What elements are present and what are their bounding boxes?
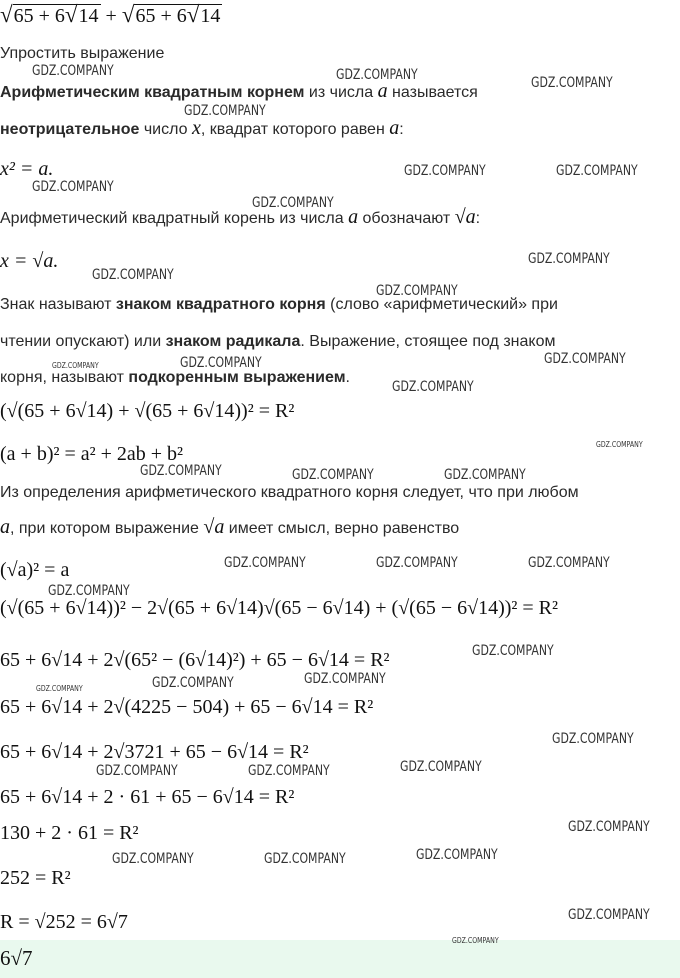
watermark: GDZ.COMPANY [556, 163, 638, 179]
watermark: GDZ.COMPANY [184, 103, 266, 119]
watermark: GDZ.COMPANY [596, 440, 643, 449]
watermark: GDZ.COMPANY [264, 851, 346, 867]
watermark: GDZ.COMPANY [248, 763, 330, 779]
watermark: GDZ.COMPANY [552, 731, 634, 747]
watermark: GDZ.COMPANY [404, 163, 486, 179]
watermark: GDZ.COMPANY [152, 675, 234, 691]
step-compute-3: 65 + 6√14 + 2 · 61 + 65 − 6√14 = R² [0, 786, 295, 808]
watermark: GDZ.COMPANY [400, 759, 482, 775]
watermark: GDZ.COMPANY [252, 195, 334, 211]
definition-line-2: неотрицательное число x, квадрат которого равен a: [0, 117, 404, 139]
watermark: GDZ.COMPANY [96, 763, 178, 779]
watermark: GDZ.COMPANY [444, 467, 526, 483]
watermark: GDZ.COMPANY [48, 583, 130, 599]
paragraph-sqrt-property: Из определения арифметического квадратного корня следует, что при любом [0, 484, 579, 501]
watermark: GDZ.COMPANY [140, 463, 222, 479]
watermark: GDZ.COMPANY [32, 179, 114, 195]
watermark: GDZ.COMPANY [416, 847, 498, 863]
watermark: GDZ.COMPANY [568, 907, 650, 923]
paragraph-sqrt-property-2: a, при котором выражение √a имеет смысл, верно равенство [0, 516, 460, 538]
watermark: GDZ.COMPANY [544, 351, 626, 367]
watermark: GDZ.COMPANY [52, 361, 99, 370]
watermark: GDZ.COMPANY [112, 851, 194, 867]
watermark: GDZ.COMPANY [568, 819, 650, 835]
definition-line-6: корня, называют подкоренным выражением. [0, 369, 350, 386]
definition-line-5: чтении опускают) или знаком радикала. Выражение, стоящее под знаком [0, 333, 556, 350]
watermark: GDZ.COMPANY [292, 467, 374, 483]
title-expression: √65 + 6√14 + √65 + 6√14 [0, 2, 221, 27]
step-compute-1: 65 + 6√14 + 2√(4225 − 504) + 65 − 6√14 = R² [0, 696, 374, 718]
equation-x-sqrt: x = √a. [0, 250, 59, 272]
watermark: GDZ.COMPANY [528, 555, 610, 571]
watermark: GDZ.COMPANY [376, 555, 458, 571]
watermark: GDZ.COMPANY [392, 379, 474, 395]
definition-line-1: Арифметическим квадратным корнем из числа a называется [0, 80, 478, 102]
watermark: GDZ.COMPANY [336, 67, 418, 83]
step-expanded: (√(65 + 6√14))² − 2√(65 + 6√14)√(65 − 6√14) + (√(65 − 6√14))² = R² [0, 597, 559, 619]
step-r-squared: 252 = R² [0, 867, 71, 889]
task-text: Упростить выражение [0, 45, 165, 62]
watermark: GDZ.COMPANY [36, 684, 83, 693]
definition-line-3: Арифметический квадратный корень из числа a обозначают √a: [0, 206, 481, 228]
watermark: GDZ.COMPANY [304, 671, 386, 687]
step-sum: 130 + 2 · 61 = R² [0, 822, 139, 844]
step-under-root: 65 + 6√14 + 2√(65² − (6√14)²) + 65 − 6√14 = R² [0, 649, 390, 671]
step-sqrt-squared: (√a)² = a [0, 559, 70, 581]
answer-box [0, 940, 680, 978]
watermark: GDZ.COMPANY [92, 267, 174, 283]
watermark: GDZ.COMPANY [531, 75, 613, 91]
step-compute-2: 65 + 6√14 + 2√3721 + 65 − 6√14 = R² [0, 741, 309, 763]
step-binomial-formula: (a + b)² = a² + 2ab + b² [0, 443, 184, 465]
watermark: GDZ.COMPANY [32, 63, 114, 79]
step-r-value: R = √252 = 6√7 [0, 911, 128, 933]
equation-x-squared: x² = a. [0, 158, 54, 180]
watermark: GDZ.COMPANY [224, 555, 306, 571]
watermark: GDZ.COMPANY [376, 283, 458, 299]
watermark: GDZ.COMPANY [180, 355, 262, 371]
answer-value: 6√7 [0, 946, 33, 970]
step-square-both-sides: (√(65 + 6√14) + √(65 + 6√14))² = R² [0, 400, 295, 422]
watermark: GDZ.COMPANY [452, 936, 499, 945]
watermark: GDZ.COMPANY [528, 251, 610, 267]
definition-line-4: Знак называют знаком квадратного корня (слово «арифметический» при [0, 296, 558, 313]
watermark: GDZ.COMPANY [472, 643, 554, 659]
